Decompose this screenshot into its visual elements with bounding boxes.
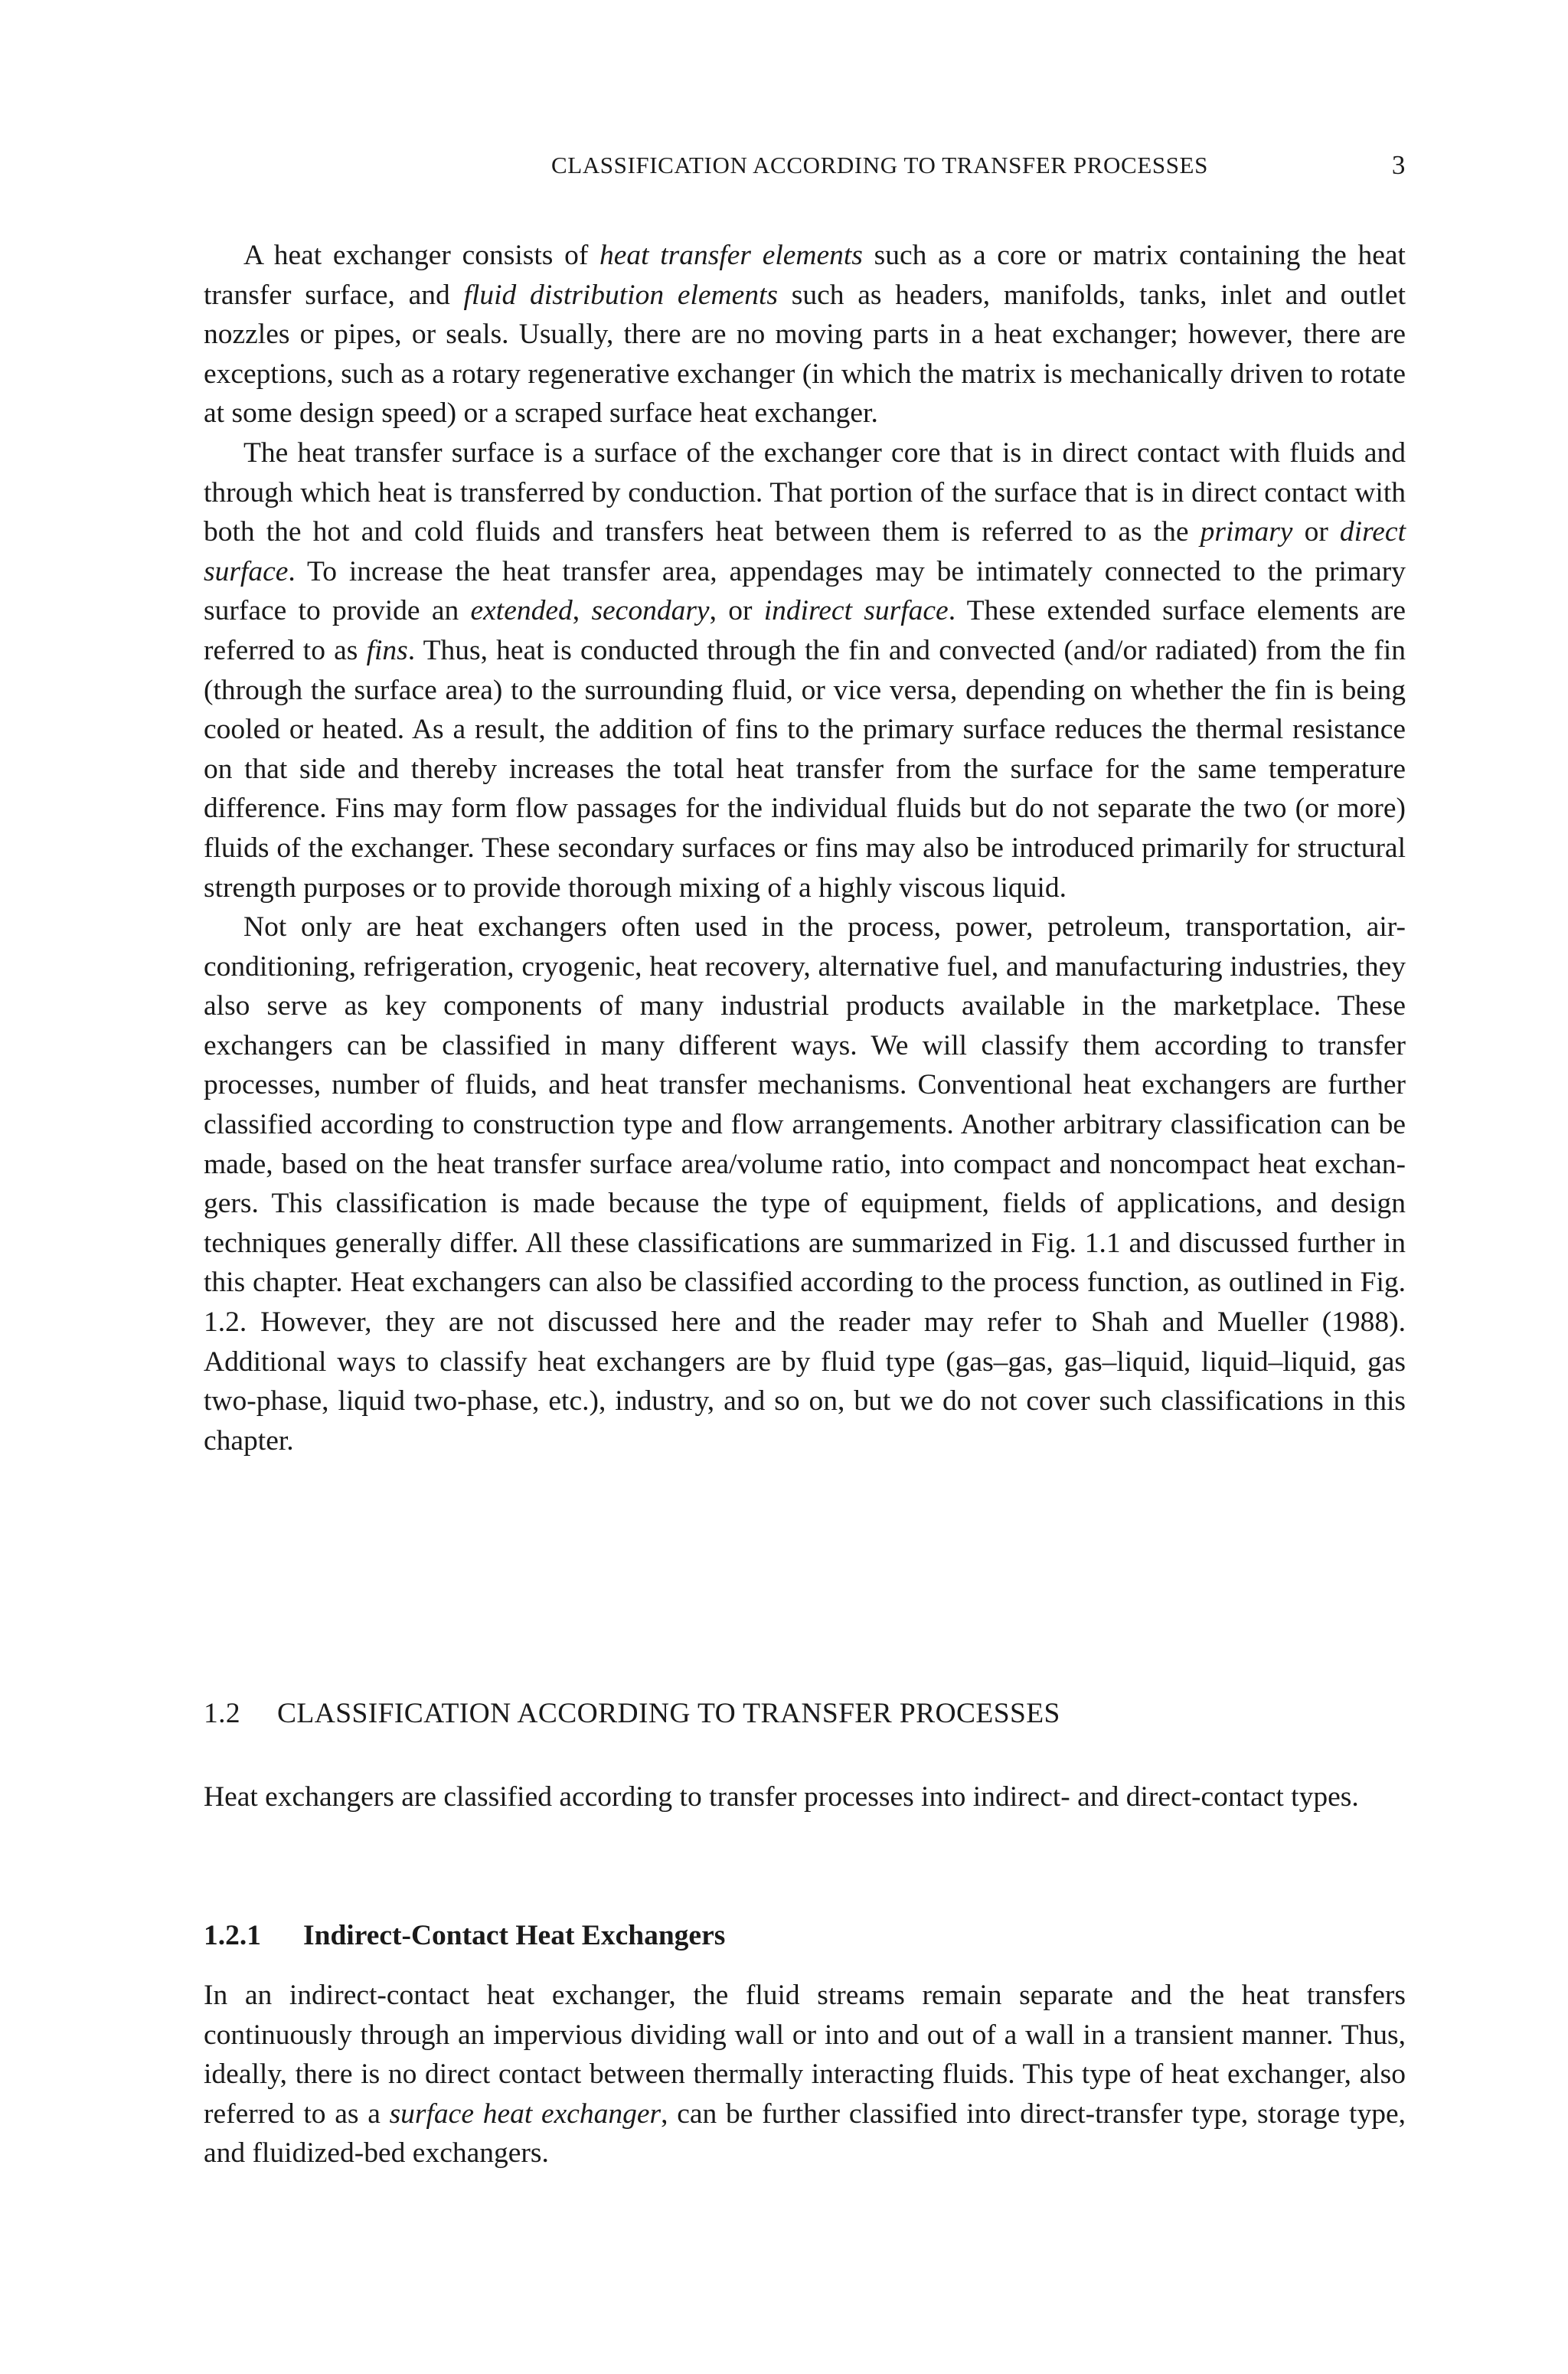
text-run: , or [709, 595, 764, 627]
text-run: or [1292, 516, 1340, 548]
italic-term: fluid distribution elements [463, 279, 779, 311]
running-head [551, 150, 1406, 181]
subsection-title: Indirect-Contact Heat Exchangers [303, 1920, 726, 1951]
italic-term: fins [366, 634, 408, 666]
italic-term: indirect surface [763, 595, 949, 627]
subsection-number: 1.2.1 [204, 1920, 261, 1951]
running-title: CLASSIFICATION ACCORDING TO TRANSFER PROCESSES [551, 152, 1208, 178]
subsection-body [204, 1976, 1406, 2173]
paragraph-3: Not only are heat exchangers often used in the process, power, petroleum, transportation, air-conditioning, refrigeration, cryogenic, heat recovery, alternative fuel, and manufacturing industries, they also serve as key components of many industrial products available in the marketplace. These exchangers can be classified in many different ways. We will classify them according to transfer processes, number of fluids, and heat transfer mechanisms. Conventional heat exchangers are further classified according to construction type and flow arrangements. Another arbitrary classification can be made, based on the heat transfer surface area/volume ratio, into compact and noncompact heat exchangers. This classification is made because the type of equipment, fields of applications, and design techniques generally differ. All these classifications are summarized in Fig. 1.1 and discussed further in this chapter. Heat exchangers can also be classified according to the process function, as outlined in Fig. 1.2. However, they are not discussed here and the reader may refer to Shah and Mueller (1988). Additional ways to classify heat exchangers are by fluid type (gas–gas, gas–liquid, liquid–liquid, gas two-phase, liquid two-phase, etc.), industry, and so on, but we do not cover such classifications in this chapter. [204, 911, 1406, 1457]
section-heading [204, 1695, 1406, 1732]
text-run: such as headers, manifolds, tanks, inlet and outlet nozzles or pipes, or seals. Usually, there are no moving parts in a heat exchanger; however, there are exceptions, such as a rotary regenerative exchanger (in which the matrix is mechanically driven to rotate at some design speed) or a scraped surface heat exchanger. [204, 279, 1406, 430]
text-run: such as a core or matrix containing the heat transfer surface, and [204, 240, 1406, 311]
italic-term: heat transfer elements [599, 240, 863, 271]
text-run: In an indirect-contact heat exchanger, the fluid streams remain separate and the heat transfers continuously through an impervious dividing wall or into and out of a wall in a transient manner. Thus, ideally, there is no direct contact between thermally interacting fluids. This type of heat exchanger, also referred to as a [204, 1980, 1406, 2130]
text-run: . These extended surface elements are referred to as [204, 595, 1406, 666]
section-number: 1.2 [204, 1698, 241, 1729]
paragraph-1 [204, 236, 1406, 433]
text-run: , [572, 595, 592, 627]
text-run: The heat transfer surface is a surface of the exchanger core that is in direct contact with fluids and through which heat is transferred by conduction. That portion of the surface that is in direct contact with both the hot and cold fluids and transfers heat between them is referred to as the [204, 437, 1406, 548]
page-number: 3 [1391, 150, 1406, 180]
italic-term: primary [1200, 516, 1293, 548]
italic-term: direct surface [204, 516, 1406, 587]
subsection-heading [204, 1918, 1406, 1954]
text-run: . To increase the heat transfer area, appendages may be intimately connected to the primary surface to provide an [204, 555, 1406, 627]
section-intro [204, 1777, 1406, 1817]
subsection-paragraph [204, 1976, 1406, 2173]
paragraph-2 [204, 433, 1406, 907]
italic-term: surface heat exchanger [389, 2098, 662, 2130]
italic-term: extended [470, 595, 573, 627]
intro-body [204, 236, 1406, 1460]
section-intro-paragraph: Heat exchangers are classified according to transfer processes into indirect- and direct-contact types. [204, 1781, 1359, 1813]
italic-term: secondary [591, 595, 710, 627]
section-title: CLASSIFICATION ACCORDING TO TRANSFER PROCESSES [277, 1698, 1060, 1729]
text-run: , can be further classified into direct-transfer type, storage type, and fluidized-bed exchangers. [204, 2098, 1406, 2170]
text-run: . Thus, heat is conducted through the fin and convected (and/or radiated) from the fin (through the surface area) to the surrounding fluid, or vice versa, depending on whether the fin is being cooled or heated. As a result, the addition of fins to the primary surface reduces the thermal resistance on that side and thereby increases the total heat transfer from the surface for the same temperature difference. Fins may form flow passages for the individual fluids but do not separate the two (or more) fluids of the exchanger. These secondary surfaces or fins may also be introduced primarily for structural strength purposes or to provide thorough mixing of a highly viscous liquid. [204, 634, 1406, 904]
text-run: A heat exchanger consists of [243, 240, 599, 271]
